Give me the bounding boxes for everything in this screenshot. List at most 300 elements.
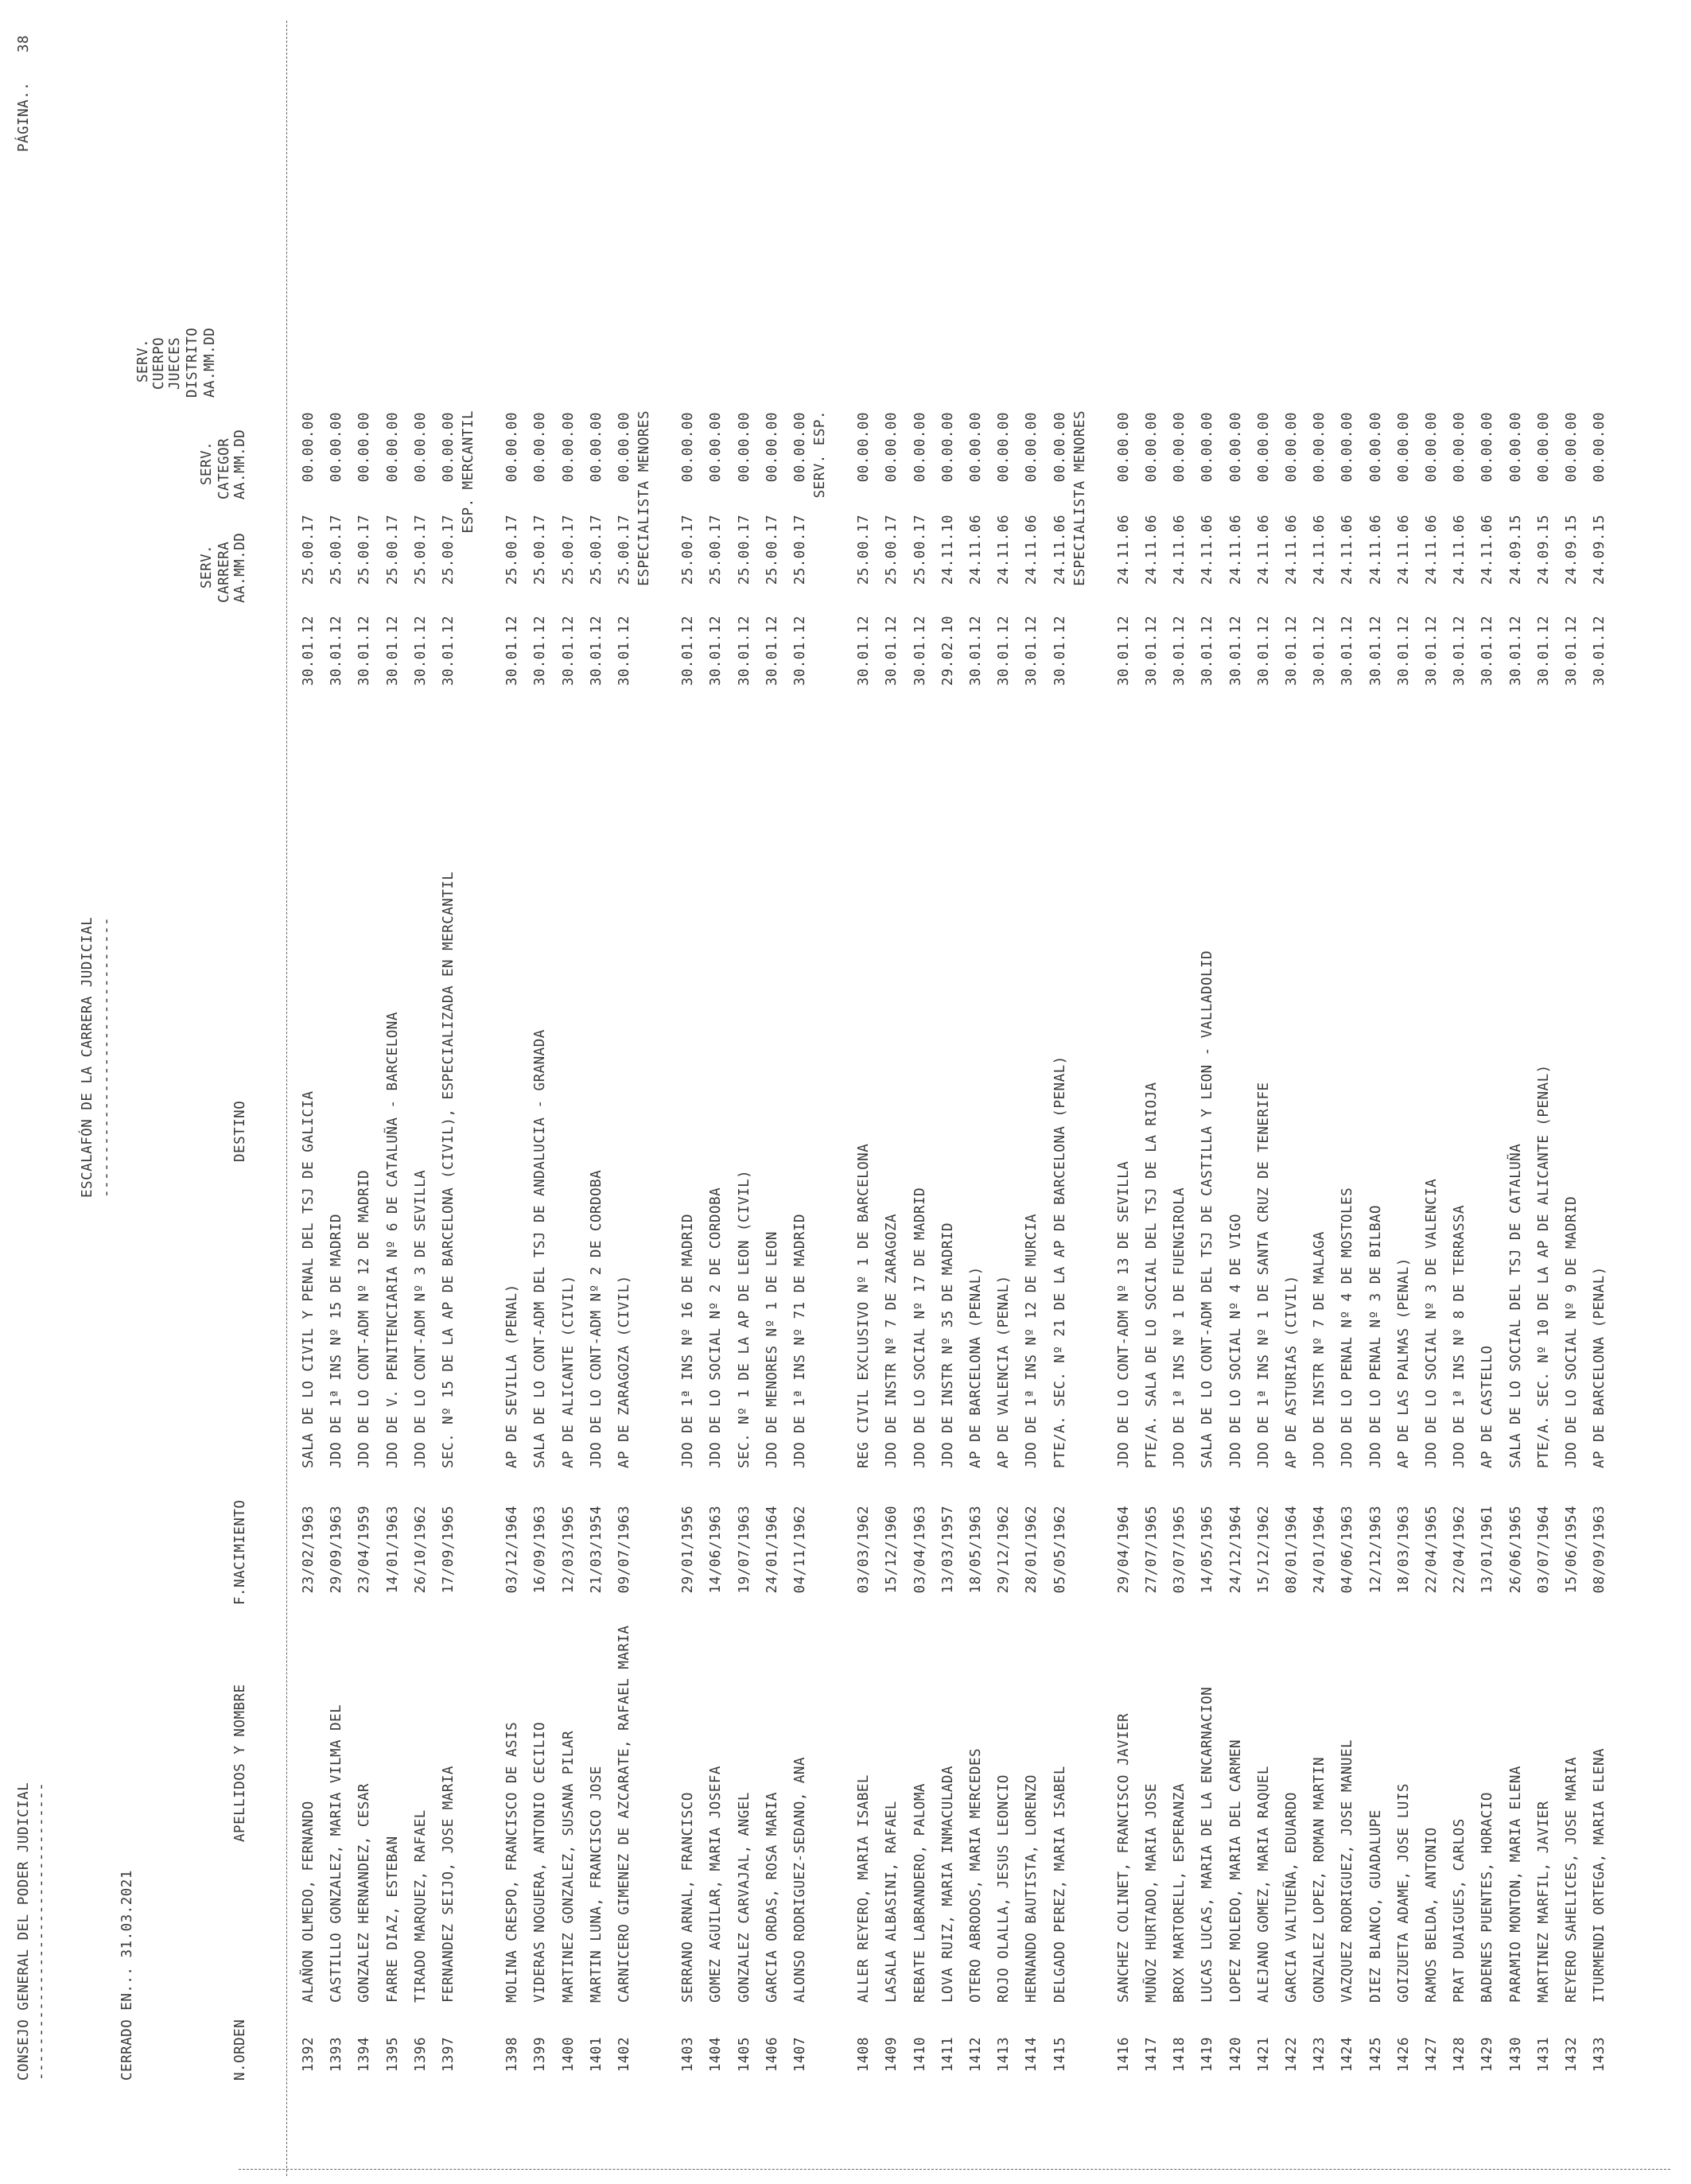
table-row [996, 0, 1024, 2184]
table-row [1452, 0, 1479, 2184]
order-number: 1430 [1507, 2037, 1524, 2073]
table-row [737, 0, 764, 2184]
destination: AP DE ZARAGOZA (CIVIL) [616, 1275, 632, 1468]
service-career: 30.01.12 [884, 616, 900, 686]
service-career: 30.01.12 [412, 616, 429, 686]
birth-date: 24/12/1964 [1227, 1506, 1244, 1594]
birth-date: 12/03/1965 [560, 1506, 577, 1594]
birth-date: 29/09/1963 [328, 1506, 345, 1594]
service-career: 30.01.12 [1564, 616, 1580, 686]
order-number: 1416 [1115, 2037, 1132, 2073]
service-career: 30.01.12 [1339, 616, 1356, 686]
birth-date: 16/09/1963 [532, 1506, 549, 1594]
closing-date: CERRADO EN... 31.03.2021 [119, 1870, 135, 2081]
service-career: 30.01.12 [1052, 616, 1068, 686]
destination: AP DE LAS PALMAS (PENAL) [1395, 1257, 1412, 1468]
service-judges-district: 00.00.00 [1227, 412, 1244, 483]
table-row [940, 0, 968, 2184]
service-career: 30.01.12 [792, 616, 808, 686]
order-number: 1394 [356, 2037, 373, 2073]
destination: PTE/A. SEC. Nº 21 DE LA AP DE BARCELONA (PENAL) [1052, 1055, 1068, 1468]
service-career: 30.01.12 [441, 616, 457, 686]
service-judges-district: 00.00.00 [736, 412, 752, 483]
service-judges-district: 00.00.00 [884, 412, 900, 483]
service-career: 30.01.12 [996, 616, 1013, 686]
full-name: DIEZ BLANCO, GUADALUPE [1367, 1809, 1384, 2003]
full-name: VIDERAS NOGUERA, ANTONIO CECILIO [532, 1721, 549, 2003]
order-number: 1429 [1479, 2037, 1496, 2073]
service-category: 24.11.06 [996, 515, 1013, 585]
birth-date: 03/07/1964 [1535, 1506, 1552, 1594]
birth-date: 28/01/1962 [1024, 1506, 1040, 1594]
service-judges-district: 00.00.00 [912, 412, 928, 483]
destination: JDO DE LO CONT-ADM Nº 13 DE SEVILLA [1115, 1160, 1132, 1468]
table-row [1116, 0, 1144, 2184]
service-category: 24.11.06 [1227, 515, 1244, 585]
header-separator [286, 21, 287, 2176]
service-category: 25.00.17 [792, 515, 808, 585]
service-category: 24.11.06 [1339, 515, 1356, 585]
service-category: 24.11.06 [968, 515, 984, 585]
service-category: 25.00.17 [680, 515, 697, 585]
birth-date: 23/04/1959 [356, 1506, 373, 1594]
table-row [1172, 0, 1199, 2184]
table-row [441, 0, 468, 2184]
service-judges-district: 00.00.00 [764, 412, 780, 483]
col-header-service-career-line1: SERV. [199, 544, 215, 589]
full-name: GONZALEZ HERNANDEZ, CESAR [356, 1783, 373, 2003]
order-number: 1399 [532, 2037, 549, 2073]
destination: PTE/A. SEC. Nº 10 DE LA AP DE ALICANTE (PENAL) [1535, 1064, 1552, 1468]
service-judges-district: 00.00.00 [1564, 412, 1580, 483]
service-career: 30.01.12 [1424, 616, 1440, 686]
service-category: 24.11.06 [1255, 515, 1272, 585]
birth-date: 24/01/1964 [1312, 1506, 1328, 1594]
table-row [1368, 0, 1396, 2184]
service-category: 24.11.06 [1144, 515, 1160, 585]
birth-date: 03/07/1965 [1172, 1506, 1188, 1594]
destination: JDO DE LO CONT-ADM Nº 12 DE MADRID [356, 1169, 373, 1468]
service-career: 30.01.12 [968, 616, 984, 686]
service-category: 25.00.17 [412, 515, 429, 585]
service-judges-district: 00.00.00 [1424, 412, 1440, 483]
table-row [1312, 0, 1339, 2184]
birth-date: 13/03/1957 [939, 1506, 956, 1594]
order-number: 1426 [1395, 2037, 1412, 2073]
table-row [1536, 0, 1564, 2184]
group-note: ESPECIALISTA MENORES [1071, 410, 1088, 586]
full-name: GARCIA ORDAS, ROSA MARIA [764, 1792, 780, 2003]
service-judges-district: 00.00.00 [680, 412, 697, 483]
full-name: RAMOS BELDA, ANTONIO [1424, 1827, 1440, 2003]
service-category: 24.09.15 [1592, 515, 1608, 585]
service-career: 30.01.12 [532, 616, 549, 686]
service-category: 24.11.10 [939, 515, 956, 585]
destination: JDO DE 1ª INS Nº 12 DE MURCIA [1024, 1213, 1040, 1468]
service-career: 30.01.12 [1592, 616, 1608, 686]
table-row [968, 0, 996, 2184]
full-name: ROJO OLALLA, JESUS LEONCIO [996, 1774, 1013, 2003]
table-row [792, 0, 820, 2184]
birth-date: 03/04/1963 [912, 1506, 928, 1594]
order-number: 1412 [968, 2037, 984, 2073]
destination: AP DE BARCELONA (PENAL) [1592, 1266, 1608, 1468]
birth-date: 29/04/1964 [1115, 1506, 1132, 1594]
service-career: 30.01.12 [680, 616, 697, 686]
full-name: GOIZUETA ADAME, JOSE LUIS [1395, 1783, 1412, 2003]
service-judges-district: 00.00.00 [1367, 412, 1384, 483]
col-header-service-category-line1: SERV. [199, 441, 215, 485]
destination: JDO DE LO SOCIAL Nº 3 DE VALENCIA [1424, 1178, 1440, 1468]
service-judges-district: 00.00.00 [856, 412, 873, 483]
service-career: 30.01.12 [1284, 616, 1300, 686]
service-judges-district: 00.00.00 [356, 412, 373, 483]
order-number: 1432 [1564, 2037, 1580, 2073]
col-header-service-judges-line3: JUECES [167, 336, 183, 390]
order-number: 1421 [1255, 2037, 1272, 2073]
service-career: 30.01.12 [1024, 616, 1040, 686]
destination: JDO DE 1ª INS Nº 8 DE TERRASSA [1452, 1204, 1468, 1468]
order-number: 1407 [792, 2037, 808, 2073]
service-career: 30.01.12 [301, 616, 317, 686]
destination: JDO DE LO CONT-ADM Nº 2 DE CORDOBA [588, 1169, 604, 1468]
destination: JDO DE LO PENAL Nº 4 DE MOSTOLES [1339, 1187, 1356, 1468]
full-name: PRAT DUAIGUES, CARLOS [1452, 1818, 1468, 2003]
col-header-service-career-line2: CARRERA [216, 541, 232, 603]
table-row [589, 0, 616, 2184]
service-career: 30.01.12 [764, 616, 780, 686]
order-number: 1395 [384, 2037, 401, 2073]
order-number: 1403 [680, 2037, 697, 2073]
birth-date: 03/12/1964 [504, 1506, 521, 1594]
service-category: 24.11.06 [1024, 515, 1040, 585]
page-number: 38 [16, 34, 32, 52]
order-number: 1401 [588, 2037, 604, 2073]
service-category: 24.11.06 [1115, 515, 1132, 585]
birth-date: 19/07/1963 [736, 1506, 752, 1594]
service-judges-district: 00.00.00 [1052, 412, 1068, 483]
service-category: 24.09.15 [1564, 515, 1580, 585]
service-judges-district: 00.00.00 [1255, 412, 1272, 483]
birth-date: 04/11/1962 [792, 1506, 808, 1594]
col-header-service-judges-line4: DISTRITO [185, 327, 200, 398]
full-name: SERRANO ARNAL, FRANCISCO [680, 1792, 697, 2003]
destination: AP DE ALICANTE (CIVIL) [560, 1275, 577, 1468]
destination: JDO DE LO SOCIAL Nº 17 DE MADRID [912, 1187, 928, 1468]
birth-date: 03/03/1962 [856, 1506, 873, 1594]
birth-date: 29/12/1962 [996, 1506, 1013, 1594]
full-name: MOLINA CRESPO, FRANCISCO DE ASIS [504, 1721, 521, 2003]
service-career: 30.01.12 [1115, 616, 1132, 686]
service-career: 30.01.12 [1452, 616, 1468, 686]
destination: JDO DE INSTR Nº 7 DE ZARAGOZA [884, 1213, 900, 1468]
birth-date: 18/03/1963 [1395, 1506, 1412, 1594]
full-name: CARNICERO GIMENEZ DE AZCARATE, RAFAEL MARIA [616, 1625, 632, 2003]
table-row [1396, 0, 1424, 2184]
service-career: 30.01.12 [708, 616, 725, 686]
service-career: 30.01.12 [356, 616, 373, 686]
order-number: 1415 [1052, 2037, 1068, 2073]
birth-date: 29/01/1956 [680, 1506, 697, 1594]
group-note: ESP. MERCANTIL [461, 410, 477, 534]
order-number: 1433 [1592, 2037, 1608, 2073]
birth-date: 22/04/1962 [1452, 1506, 1468, 1594]
service-category: 24.11.06 [1284, 515, 1300, 585]
service-career: 30.01.12 [1172, 616, 1188, 686]
table-row [1339, 0, 1367, 2184]
full-name: BROX MARTORELL, ESPERANZA [1172, 1783, 1188, 2003]
service-judges-district: 00.00.00 [968, 412, 984, 483]
col-header-service-judges-line2: CUERPO [151, 336, 167, 390]
birth-date: 15/12/1962 [1255, 1506, 1272, 1594]
service-career: 30.01.12 [560, 616, 577, 686]
order-number: 1418 [1172, 2037, 1188, 2073]
order-number: 1405 [736, 2037, 752, 2073]
birth-date: 26/06/1965 [1507, 1506, 1524, 1594]
col-header-name: APELLIDOS Y NOMBRE [232, 1684, 248, 1842]
order-number: 1424 [1339, 2037, 1356, 2073]
birth-date: 12/12/1963 [1367, 1506, 1384, 1594]
group-note: ESPECIALISTA MENORES [636, 410, 653, 586]
full-name: ALLER REYERO, MARIA ISABEL [856, 1774, 873, 2003]
destination: AP DE ASTURIAS (CIVIL) [1284, 1275, 1300, 1468]
service-judges-district: 00.00.00 [441, 412, 457, 483]
table-row [1256, 0, 1284, 2184]
full-name: MARTIN LUNA, FRANCISCO JOSE [588, 1766, 604, 2003]
full-name: ALEJANO GOMEZ, MARIA RAQUEL [1255, 1766, 1272, 2003]
order-number: 1400 [560, 2037, 577, 2073]
service-category: 24.11.06 [1424, 515, 1440, 585]
destination: JDO DE 1ª INS Nº 71 DE MADRID [792, 1213, 808, 1468]
destination: JDO DE INSTR Nº 35 DE MADRID [939, 1222, 956, 1468]
service-category: 25.00.17 [708, 515, 725, 585]
service-category: 25.00.17 [384, 515, 401, 585]
service-category: 25.00.17 [504, 515, 521, 585]
full-name: CASTILLO GONZALEZ, MARIA VILMA DEL [328, 1704, 345, 2003]
service-category: 25.00.17 [884, 515, 900, 585]
service-judges-district: 00.00.00 [1395, 412, 1412, 483]
full-name: ITURMENDI ORTEGA, MARIA ELENA [1592, 1747, 1608, 2003]
destination: JDO DE LO CONT-ADM Nº 3 DE SEVILLA [412, 1169, 429, 1468]
birth-date: 22/04/1965 [1424, 1506, 1440, 1594]
table-row [884, 0, 912, 2184]
order-number: 1411 [939, 2037, 956, 2073]
service-category: 24.11.06 [1367, 515, 1384, 585]
full-name: FARRE DIAZ, ESTEBAN [384, 1836, 401, 2003]
service-career: 30.01.12 [1255, 616, 1272, 686]
full-name: GOMEZ AGUILAR, MARIA JOSEFA [708, 1766, 725, 2003]
service-career: 30.01.12 [1479, 616, 1496, 686]
service-category: 24.11.06 [1312, 515, 1328, 585]
table-row [301, 0, 328, 2184]
birth-date: 15/06/1954 [1564, 1506, 1580, 1594]
service-judges-district: 00.00.00 [1592, 412, 1608, 483]
order-number: 1393 [328, 2037, 345, 2073]
service-category: 25.00.17 [356, 515, 373, 585]
service-judges-district: 00.00.00 [1312, 412, 1328, 483]
birth-date: 27/07/1965 [1144, 1506, 1160, 1594]
service-category: 24.11.06 [1199, 515, 1216, 585]
full-name: MARTINEZ MARFIL, JAVIER [1535, 1801, 1552, 2003]
service-career: 30.01.12 [1367, 616, 1384, 686]
full-name: SANCHEZ COLINET, FRANCISCO JAVIER [1115, 1712, 1132, 2003]
birth-date: 13/01/1961 [1479, 1506, 1496, 1594]
full-name: GONZALEZ LOPEZ, ROMAN MARTIN [1312, 1756, 1328, 2003]
table-row [1592, 0, 1619, 2184]
service-judges-district: 00.00.00 [996, 412, 1013, 483]
table-row [764, 0, 792, 2184]
service-category: 24.09.15 [1535, 515, 1552, 585]
destination: JDO DE MENORES Nº 1 DE LEON [764, 1231, 780, 1468]
table-row [532, 0, 560, 2184]
order-number: 1417 [1144, 2037, 1160, 2073]
full-name: LOVA RUIZ, MARIA INMACULADA [939, 1766, 956, 2003]
col-header-birth: F.NACIMIENTO [232, 1499, 248, 1605]
birth-date: 04/06/1963 [1339, 1506, 1356, 1594]
service-judges-district: 00.00.00 [532, 412, 549, 483]
service-judges-district: 00.00.00 [301, 412, 317, 483]
full-name: BADENES PUENTES, HORACIO [1479, 1792, 1496, 2003]
order-number: 1410 [912, 2037, 928, 2073]
service-judges-district: 00.00.00 [1507, 412, 1524, 483]
table-row [1564, 0, 1592, 2184]
service-career: 30.01.12 [912, 616, 928, 686]
birth-date: 08/01/1964 [1284, 1506, 1300, 1594]
service-category: 25.00.17 [588, 515, 604, 585]
col-header-service-category-line2: CATEGOR [216, 437, 232, 499]
service-judges-district: 00.00.00 [616, 412, 632, 483]
full-name: FERNANDEZ SEIJO, JOSE MARIA [441, 1766, 457, 2003]
service-career: 29.02.10 [939, 616, 956, 686]
destination: JDO DE LO SOCIAL Nº 2 DE CORDOBA [708, 1187, 725, 1468]
full-name: ALONSO RODRIGUEZ-SEDANO, ANA [792, 1756, 808, 2003]
table-row [385, 0, 413, 2184]
birth-date: 15/12/1960 [884, 1506, 900, 1594]
full-name: MUÑOZ HURTADO, MARIA JOSE [1144, 1783, 1160, 2003]
service-judges-district: 00.00.00 [1535, 412, 1552, 483]
service-judges-district: 00.00.00 [504, 412, 521, 483]
destination: JDO DE LO PENAL Nº 3 DE BILBAO [1367, 1204, 1384, 1468]
table-row [856, 0, 884, 2184]
service-category: 24.11.06 [1172, 515, 1188, 585]
col-header-destination: DESTINO [232, 1100, 248, 1162]
service-career: 30.01.12 [328, 616, 345, 686]
col-header-order: N.ORDEN [232, 2019, 248, 2081]
service-category: 25.00.17 [764, 515, 780, 585]
service-judges-district: 00.00.00 [708, 412, 725, 483]
order-number: 1402 [616, 2037, 632, 2073]
service-career: 30.01.12 [736, 616, 752, 686]
table-row [1284, 0, 1312, 2184]
order-number: 1413 [996, 2037, 1013, 2073]
service-category: 25.00.17 [532, 515, 549, 585]
destination: SEC. Nº 15 DE LA AP DE BARCELONA (CIVIL), ESPECIALIZADA EN MERCANTIL [441, 871, 457, 1468]
table-row [561, 0, 589, 2184]
order-number: 1409 [884, 2037, 900, 2073]
full-name: REYERO SAHELICES, JOSE MARIA [1564, 1756, 1580, 2003]
order-number: 1408 [856, 2037, 873, 2073]
order-number: 1414 [1024, 2037, 1040, 2073]
destination: JDO DE 1ª INS Nº 1 DE SANTA CRUZ DE TENERIFE [1255, 1082, 1272, 1468]
service-judges-district: 00.00.00 [588, 412, 604, 483]
full-name: ALAÑON OLMEDO, FERNANDO [301, 1801, 317, 2003]
service-category: 24.11.06 [1052, 515, 1068, 585]
full-name: MARTINEZ GONZALEZ, SUSANA PILAR [560, 1730, 577, 2003]
org-title-underline: ---------------------------------- [33, 1782, 49, 2081]
service-category: 25.00.17 [301, 515, 317, 585]
full-name: PARAMIO MONTON, MARIA ELENA [1507, 1766, 1524, 2003]
birth-date: 23/02/1963 [301, 1506, 317, 1594]
service-career: 30.01.12 [1312, 616, 1328, 686]
destination: SEC. Nº 1 DE LA AP DE LEON (CIVIL) [736, 1169, 752, 1468]
service-judges-district: 00.00.00 [1115, 412, 1132, 483]
group-note: SERV. ESP. [812, 410, 829, 499]
service-judges-district: 00.00.00 [1479, 412, 1496, 483]
birth-date: 14/01/1963 [384, 1506, 401, 1594]
birth-date: 05/05/1962 [1052, 1506, 1068, 1594]
table-row [504, 0, 532, 2184]
service-career: 30.01.12 [856, 616, 873, 686]
service-judges-district: 00.00.00 [412, 412, 429, 483]
order-number: 1427 [1424, 2037, 1440, 2073]
service-judges-district: 00.00.00 [1452, 412, 1468, 483]
service-judges-district: 00.00.00 [1284, 412, 1300, 483]
destination: AP DE CASTELLO [1479, 1345, 1496, 1468]
table-row [328, 0, 356, 2184]
order-number: 1398 [504, 2037, 521, 2073]
service-category: 25.00.17 [441, 515, 457, 585]
service-judges-district: 00.00.00 [1144, 412, 1160, 483]
service-category: 24.11.06 [1452, 515, 1468, 585]
service-judges-district: 00.00.00 [1024, 412, 1040, 483]
order-number: 1396 [412, 2037, 429, 2073]
col-header-service-career-unit: AA.MM.DD [232, 532, 248, 603]
service-career: 30.01.12 [588, 616, 604, 686]
destination: JDO DE LO SOCIAL Nº 4 DE VIGO [1227, 1213, 1244, 1468]
table-row [616, 0, 644, 2184]
order-number: 1423 [1312, 2037, 1328, 2073]
col-header-service-category-unit: AA.MM.DD [232, 429, 248, 499]
service-category: 25.00.17 [616, 515, 632, 585]
service-career: 30.01.12 [1227, 616, 1244, 686]
service-category: 24.11.06 [1479, 515, 1496, 585]
order-number: 1404 [708, 2037, 725, 2073]
service-judges-district: 00.00.00 [939, 412, 956, 483]
table-row [1024, 0, 1052, 2184]
destination: JDO DE 1ª INS Nº 16 DE MADRID [680, 1213, 697, 1468]
order-number: 1406 [764, 2037, 780, 2073]
col-header-service-judges-line1: SERV. [135, 338, 151, 383]
service-career: 30.01.12 [1144, 616, 1160, 686]
birth-date: 14/06/1963 [708, 1506, 725, 1594]
service-category: 25.00.17 [328, 515, 345, 585]
birth-date: 24/01/1964 [764, 1506, 780, 1594]
destination: AP DE BARCELONA (PENAL) [968, 1266, 984, 1468]
table-row [912, 0, 940, 2184]
service-judges-district: 00.00.00 [328, 412, 345, 483]
order-number: 1425 [1367, 2037, 1384, 2073]
destination: SALA DE LO SOCIAL DEL TSJ DE CATALUÑA [1507, 1143, 1524, 1468]
service-career: 30.01.12 [1395, 616, 1412, 686]
service-category: 24.11.06 [1395, 515, 1412, 585]
service-career: 30.01.12 [1535, 616, 1552, 686]
full-name: LUCAS LUCAS, MARIA DE LA ENCARNACION [1199, 1686, 1216, 2003]
full-name: TIRADO MARQUEZ, RAFAEL [412, 1809, 429, 2003]
table-row [1052, 0, 1080, 2184]
full-name: LOPEZ MOLEDO, MARIA DEL CARMEN [1227, 1739, 1244, 2003]
full-name: REBATE LABRANDERO, PALOMA [912, 1783, 928, 2003]
birth-date: 18/05/1963 [968, 1506, 984, 1594]
